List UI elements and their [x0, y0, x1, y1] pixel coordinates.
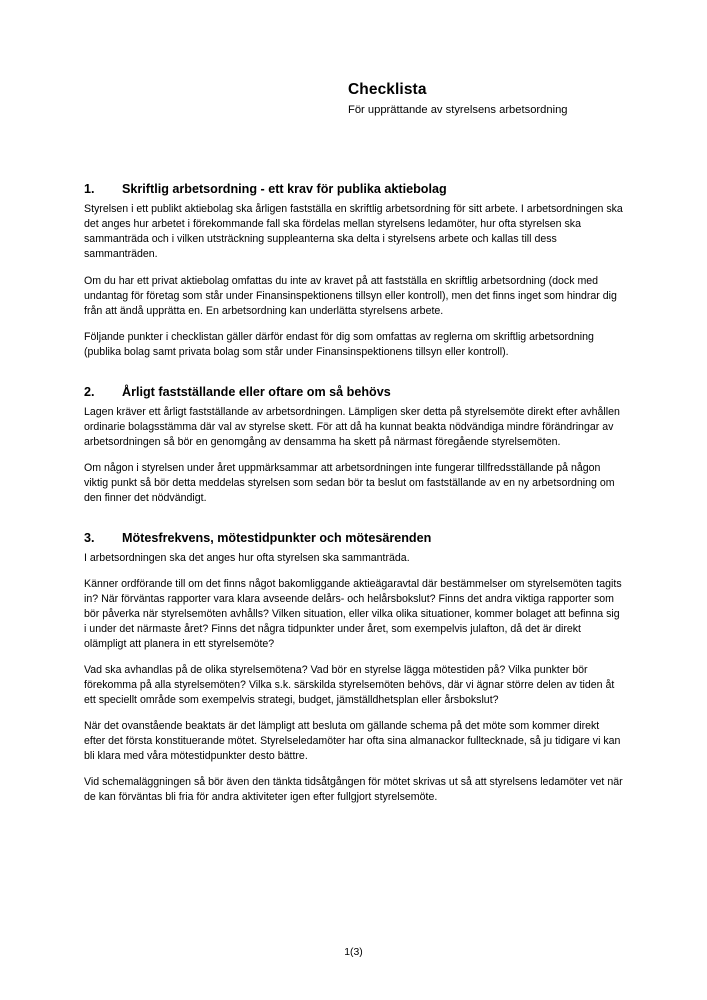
- section-1-paragraph-1: Styrelsen i ett publikt aktiebolag ska årligen fastställa en skriftlig arbetsordning för sitt arbete. I arbetsordningen ska det anges hur arbetet i förekommande fall ska fördelas mellan styrelsens ledamöter, hur ofta styrelsen ska sammanträda och i vilken utsträckning suppleanterna ska delta i styrelsens arbete och kallas till dess sammanträden.: [84, 203, 623, 261]
- section-1: [84, 182, 623, 359]
- section-3: [84, 531, 623, 805]
- section-3-paragraph-3: Vad ska avhandlas på de olika styrelsemötena? Vad bör en styrelse lägga mötestiden på? Vilka punkter bör förekomma på alla styrelsemöten? Vilka s.k. särskilda styrelsemöten behövs, där vi ägnar större delen av tiden åt ett speciellt område som exempelvis strategi, budget, jämställdhetsplan eller årsbokslut?: [84, 664, 615, 707]
- section-3-paragraph-5: Vid schemaläggningen så bör även den tänkta tidsåtgången för mötet skrivas ut så att styrelsens ledamöter vet när de kan förväntas bli fria för andra aktiviteter igen efter fullgjort styrelsemöte.: [84, 776, 623, 804]
- section-3-number: 3.: [84, 530, 95, 545]
- section-3-title: Mötesfrekvens, mötestidpunkter och mötesärenden: [122, 530, 432, 545]
- section-2-title: Årligt fastställande eller oftare om så behövs: [122, 384, 391, 399]
- page-subtitle: För upprättande av styrelsens arbetsordning: [348, 103, 568, 116]
- document-body: [84, 182, 623, 805]
- section-2-paragraph-2: Om någon i styrelsen under året uppmärksammar att arbetsordningen inte fungerar tillfredsställande på någon viktig punkt så bör detta meddelas styrelsen som sedan bör ta beslut om fastställande av en ny arbetsordning om den finner det nödvändigt.: [84, 461, 615, 504]
- section-1-heading: [84, 182, 623, 196]
- section-2-heading: [84, 385, 623, 399]
- section-3-paragraph-1: I arbetsordningen ska det anges hur ofta styrelsen ska sammanträda.: [84, 551, 410, 564]
- section-2-number: 2.: [84, 384, 95, 399]
- section-1-number: 1.: [84, 182, 95, 197]
- section-1-paragraph-3: Följande punkter i checklistan gäller därför endast för dig som omfattas av reglerna om skriftlig arbetsordning (publika bolag samt privata bolag som står under Finansinspektionens tillsyn eller kontroll).: [84, 330, 594, 358]
- page-footer: 1(3): [344, 947, 363, 958]
- section-2-paragraph-1: Lagen kräver ett årligt fastställande av arbetsordningen. Lämpligen sker detta på styrelsemöte direkt efter avhållen ordinarie bolagsstämma där val av styrelse skett. För att då ha kunnat beakta nödvändiga mindre förändringar av arbetsordningen så bör en genomgång av densamma ha skett på närmast föregående styrelsemöten.: [84, 405, 620, 448]
- document-header: [348, 80, 623, 118]
- section-3-paragraph-2: Känner ordförande till om det finns något bakomliggande aktieägaravtal där bestämmelser om styrelsemöten tagits in? När förväntas rapporter vara klara avseende delårs- och helårsbokslut? Finns det andra viktiga rapporter som bör påverka när styrelsemöten avhålls? Vilken situation, eller vilka olika situationer, kommer bolaget att befinna sig i under det närmaste året? Finns det några tidpunkter under året, som exempelvis julafton, då det är direkt olämpligt att planera in ett styrelsemöte?: [84, 577, 622, 650]
- section-2: [84, 385, 623, 506]
- section-3-paragraph-4: När det ovanstående beaktats är det lämpligt att besluta om gällande schema på det möte som kommer direkt efter det första konstituerande mötet. Styrelseledamöter har ofta sina almanackor fullte​cknade, så ju tidigare vi kan bli klara med våra mötestidpunkter desto bättre.: [84, 720, 621, 763]
- section-3-heading: [84, 531, 623, 545]
- page-title: Checklista: [348, 81, 427, 98]
- section-1-title: Skriftlig arbetsordning - ett krav för publika aktiebolag: [122, 182, 447, 197]
- section-1-paragraph-2: Om du har ett privat aktiebolag omfattas du inte av kravet på att fastställa en skriftlig arbetsordning (dock med undantag för företag som står under Finansinspektionens tillsyn eller kontroll), men det finns inget som hindrar dig från att ändå upprätta en. En arbetsordning kan underlätta styrelsens arbete.: [84, 274, 617, 317]
